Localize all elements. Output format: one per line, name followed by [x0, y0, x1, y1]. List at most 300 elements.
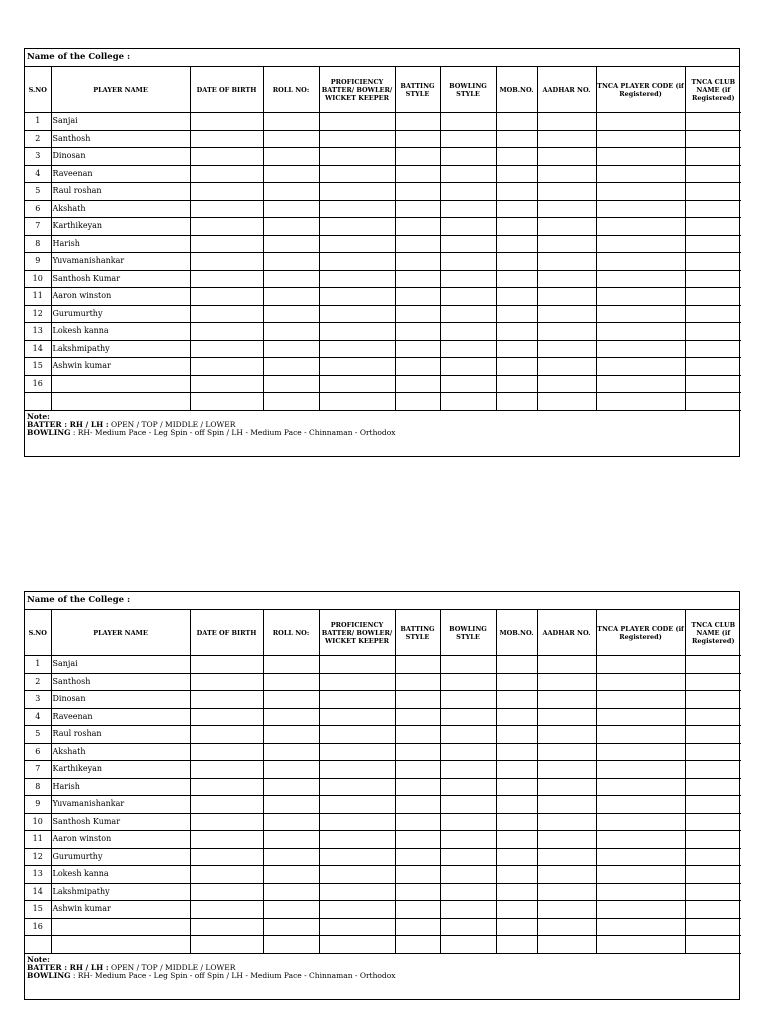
- tnca-code-cell[interactable]: [596, 778, 685, 796]
- aadhar-no-cell[interactable]: [537, 691, 596, 709]
- tnca-club-cell[interactable]: [685, 200, 741, 218]
- bowling-style-cell[interactable]: [440, 743, 496, 761]
- roll-no-cell[interactable]: [263, 726, 319, 744]
- player-name-cell[interactable]: Yuvamanishankar: [51, 253, 190, 271]
- proficiency-cell[interactable]: [319, 200, 395, 218]
- player-name-cell[interactable]: Lakshmipathy: [51, 883, 190, 901]
- bowling-style-cell[interactable]: [440, 323, 496, 341]
- bowling-style-cell[interactable]: [440, 656, 496, 674]
- roll-no-cell[interactable]: [263, 918, 319, 936]
- mob-no-cell[interactable]: [496, 113, 537, 131]
- bowling-style-cell[interactable]: [440, 918, 496, 936]
- tnca-code-cell[interactable]: [596, 848, 685, 866]
- mob-no-cell[interactable]: [496, 813, 537, 831]
- player-name-cell[interactable]: Raul roshan: [51, 183, 190, 201]
- batting-style-cell[interactable]: [395, 218, 440, 236]
- player-name-cell[interactable]: Gurumurthy: [51, 305, 190, 323]
- tnca-code-cell[interactable]: [596, 796, 685, 814]
- bowling-style-cell[interactable]: [440, 393, 496, 411]
- bowling-style-cell[interactable]: [440, 708, 496, 726]
- batting-style-cell[interactable]: [395, 761, 440, 779]
- batting-style-cell[interactable]: [395, 866, 440, 884]
- dob-cell[interactable]: [190, 656, 263, 674]
- roll-no-cell[interactable]: [263, 813, 319, 831]
- dob-cell[interactable]: [190, 673, 263, 691]
- proficiency-cell[interactable]: [319, 375, 395, 393]
- mob-no-cell[interactable]: [496, 375, 537, 393]
- mob-no-cell[interactable]: [496, 288, 537, 306]
- bowling-style-cell[interactable]: [440, 235, 496, 253]
- roll-no-cell[interactable]: [263, 866, 319, 884]
- aadhar-no-cell[interactable]: [537, 813, 596, 831]
- bowling-style-cell[interactable]: [440, 270, 496, 288]
- proficiency-cell[interactable]: [319, 761, 395, 779]
- tnca-code-cell[interactable]: [596, 183, 685, 201]
- tnca-club-cell[interactable]: [685, 270, 741, 288]
- tnca-club-cell[interactable]: [685, 218, 741, 236]
- roll-no-cell[interactable]: [263, 358, 319, 376]
- proficiency-cell[interactable]: [319, 813, 395, 831]
- proficiency-cell[interactable]: [319, 235, 395, 253]
- dob-cell[interactable]: [190, 270, 263, 288]
- dob-cell[interactable]: [190, 218, 263, 236]
- aadhar-no-cell[interactable]: [537, 148, 596, 166]
- aadhar-no-cell[interactable]: [537, 901, 596, 919]
- tnca-club-cell[interactable]: [685, 235, 741, 253]
- batting-style-cell[interactable]: [395, 691, 440, 709]
- dob-cell[interactable]: [190, 113, 263, 131]
- player-name-cell[interactable]: Aaron winston: [51, 288, 190, 306]
- bowling-style-cell[interactable]: [440, 200, 496, 218]
- player-name-cell[interactable]: Gurumurthy: [51, 848, 190, 866]
- tnca-code-cell[interactable]: [596, 270, 685, 288]
- mob-no-cell[interactable]: [496, 165, 537, 183]
- aadhar-no-cell[interactable]: [537, 656, 596, 674]
- batting-style-cell[interactable]: [395, 235, 440, 253]
- proficiency-cell[interactable]: [319, 253, 395, 271]
- bowling-style-cell[interactable]: [440, 726, 496, 744]
- roll-no-cell[interactable]: [263, 235, 319, 253]
- roll-no-cell[interactable]: [263, 183, 319, 201]
- dob-cell[interactable]: [190, 130, 263, 148]
- bowling-style-cell[interactable]: [440, 673, 496, 691]
- bowling-style-cell[interactable]: [440, 778, 496, 796]
- player-name-cell[interactable]: Raveenan: [51, 708, 190, 726]
- dob-cell[interactable]: [190, 831, 263, 849]
- tnca-code-cell[interactable]: [596, 218, 685, 236]
- proficiency-cell[interactable]: [319, 743, 395, 761]
- dob-cell[interactable]: [190, 358, 263, 376]
- dob-cell[interactable]: [190, 200, 263, 218]
- roll-no-cell[interactable]: [263, 796, 319, 814]
- roll-no-cell[interactable]: [263, 130, 319, 148]
- proficiency-cell[interactable]: [319, 691, 395, 709]
- batting-style-cell[interactable]: [395, 305, 440, 323]
- aadhar-no-cell[interactable]: [537, 183, 596, 201]
- tnca-club-cell[interactable]: [685, 323, 741, 341]
- aadhar-no-cell[interactable]: [537, 323, 596, 341]
- dob-cell[interactable]: [190, 691, 263, 709]
- dob-cell[interactable]: [190, 148, 263, 166]
- mob-no-cell[interactable]: [496, 340, 537, 358]
- mob-no-cell[interactable]: [496, 901, 537, 919]
- aadhar-no-cell[interactable]: [537, 340, 596, 358]
- player-name-cell[interactable]: Dinosan: [51, 691, 190, 709]
- player-name-cell[interactable]: Karthikeyan: [51, 761, 190, 779]
- dob-cell[interactable]: [190, 761, 263, 779]
- bowling-style-cell[interactable]: [440, 130, 496, 148]
- aadhar-no-cell[interactable]: [537, 831, 596, 849]
- proficiency-cell[interactable]: [319, 323, 395, 341]
- dob-cell[interactable]: [190, 936, 263, 954]
- batting-style-cell[interactable]: [395, 726, 440, 744]
- bowling-style-cell[interactable]: [440, 340, 496, 358]
- bowling-style-cell[interactable]: [440, 288, 496, 306]
- roll-no-cell[interactable]: [263, 288, 319, 306]
- roll-no-cell[interactable]: [263, 218, 319, 236]
- proficiency-cell[interactable]: [319, 148, 395, 166]
- aadhar-no-cell[interactable]: [537, 358, 596, 376]
- tnca-code-cell[interactable]: [596, 901, 685, 919]
- player-name-cell[interactable]: Aaron winston: [51, 831, 190, 849]
- batting-style-cell[interactable]: [395, 656, 440, 674]
- tnca-club-cell[interactable]: [685, 726, 741, 744]
- roll-no-cell[interactable]: [263, 113, 319, 131]
- tnca-club-cell[interactable]: [685, 305, 741, 323]
- tnca-club-cell[interactable]: [685, 743, 741, 761]
- batting-style-cell[interactable]: [395, 148, 440, 166]
- tnca-club-cell[interactable]: [685, 901, 741, 919]
- aadhar-no-cell[interactable]: [537, 743, 596, 761]
- aadhar-no-cell[interactable]: [537, 761, 596, 779]
- aadhar-no-cell[interactable]: [537, 235, 596, 253]
- proficiency-cell[interactable]: [319, 778, 395, 796]
- roll-no-cell[interactable]: [263, 778, 319, 796]
- tnca-club-cell[interactable]: [685, 375, 741, 393]
- dob-cell[interactable]: [190, 288, 263, 306]
- aadhar-no-cell[interactable]: [537, 673, 596, 691]
- tnca-club-cell[interactable]: [685, 165, 741, 183]
- tnca-club-cell[interactable]: [685, 183, 741, 201]
- aadhar-no-cell[interactable]: [537, 866, 596, 884]
- bowling-style-cell[interactable]: [440, 848, 496, 866]
- dob-cell[interactable]: [190, 708, 263, 726]
- proficiency-cell[interactable]: [319, 726, 395, 744]
- roll-no-cell[interactable]: [263, 848, 319, 866]
- bowling-style-cell[interactable]: [440, 253, 496, 271]
- dob-cell[interactable]: [190, 183, 263, 201]
- batting-style-cell[interactable]: [395, 848, 440, 866]
- tnca-club-cell[interactable]: [685, 130, 741, 148]
- tnca-code-cell[interactable]: [596, 253, 685, 271]
- player-name-cell[interactable]: Akshath: [51, 200, 190, 218]
- batting-style-cell[interactable]: [395, 253, 440, 271]
- aadhar-no-cell[interactable]: [537, 165, 596, 183]
- tnca-code-cell[interactable]: [596, 165, 685, 183]
- aadhar-no-cell[interactable]: [537, 270, 596, 288]
- proficiency-cell[interactable]: [319, 130, 395, 148]
- aadhar-no-cell[interactable]: [537, 218, 596, 236]
- roll-no-cell[interactable]: [263, 901, 319, 919]
- proficiency-cell[interactable]: [319, 358, 395, 376]
- dob-cell[interactable]: [190, 796, 263, 814]
- tnca-club-cell[interactable]: [685, 253, 741, 271]
- mob-no-cell[interactable]: [496, 656, 537, 674]
- tnca-code-cell[interactable]: [596, 130, 685, 148]
- tnca-code-cell[interactable]: [596, 673, 685, 691]
- dob-cell[interactable]: [190, 901, 263, 919]
- tnca-code-cell[interactable]: [596, 323, 685, 341]
- batting-style-cell[interactable]: [395, 831, 440, 849]
- tnca-club-cell[interactable]: [685, 761, 741, 779]
- player-name-cell[interactable]: Lokesh kanna: [51, 866, 190, 884]
- player-name-cell[interactable]: Sanjai: [51, 656, 190, 674]
- dob-cell[interactable]: [190, 778, 263, 796]
- tnca-code-cell[interactable]: [596, 918, 685, 936]
- tnca-code-cell[interactable]: [596, 113, 685, 131]
- tnca-code-cell[interactable]: [596, 813, 685, 831]
- batting-style-cell[interactable]: [395, 288, 440, 306]
- tnca-club-cell[interactable]: [685, 883, 741, 901]
- bowling-style-cell[interactable]: [440, 831, 496, 849]
- tnca-code-cell[interactable]: [596, 288, 685, 306]
- proficiency-cell[interactable]: [319, 113, 395, 131]
- dob-cell[interactable]: [190, 726, 263, 744]
- tnca-code-cell[interactable]: [596, 761, 685, 779]
- batting-style-cell[interactable]: [395, 358, 440, 376]
- mob-no-cell[interactable]: [496, 708, 537, 726]
- tnca-code-cell[interactable]: [596, 393, 685, 411]
- proficiency-cell[interactable]: [319, 288, 395, 306]
- tnca-club-cell[interactable]: [685, 778, 741, 796]
- proficiency-cell[interactable]: [319, 901, 395, 919]
- bowling-style-cell[interactable]: [440, 866, 496, 884]
- player-name-cell[interactable]: [51, 375, 190, 393]
- mob-no-cell[interactable]: [496, 831, 537, 849]
- mob-no-cell[interactable]: [496, 235, 537, 253]
- tnca-code-cell[interactable]: [596, 358, 685, 376]
- aadhar-no-cell[interactable]: [537, 778, 596, 796]
- roll-no-cell[interactable]: [263, 656, 319, 674]
- batting-style-cell[interactable]: [395, 708, 440, 726]
- mob-no-cell[interactable]: [496, 218, 537, 236]
- tnca-code-cell[interactable]: [596, 340, 685, 358]
- batting-style-cell[interactable]: [395, 936, 440, 954]
- aadhar-no-cell[interactable]: [537, 883, 596, 901]
- mob-no-cell[interactable]: [496, 848, 537, 866]
- roll-no-cell[interactable]: [263, 323, 319, 341]
- dob-cell[interactable]: [190, 165, 263, 183]
- player-name-cell[interactable]: Sanjai: [51, 113, 190, 131]
- proficiency-cell[interactable]: [319, 393, 395, 411]
- roll-no-cell[interactable]: [263, 200, 319, 218]
- roll-no-cell[interactable]: [263, 340, 319, 358]
- batting-style-cell[interactable]: [395, 165, 440, 183]
- roll-no-cell[interactable]: [263, 831, 319, 849]
- tnca-code-cell[interactable]: [596, 656, 685, 674]
- tnca-club-cell[interactable]: [685, 358, 741, 376]
- tnca-club-cell[interactable]: [685, 340, 741, 358]
- tnca-code-cell[interactable]: [596, 200, 685, 218]
- proficiency-cell[interactable]: [319, 883, 395, 901]
- tnca-code-cell[interactable]: [596, 148, 685, 166]
- player-name-cell[interactable]: Raul roshan: [51, 726, 190, 744]
- tnca-club-cell[interactable]: [685, 393, 741, 411]
- batting-style-cell[interactable]: [395, 200, 440, 218]
- mob-no-cell[interactable]: [496, 148, 537, 166]
- roll-no-cell[interactable]: [263, 165, 319, 183]
- mob-no-cell[interactable]: [496, 253, 537, 271]
- roll-no-cell[interactable]: [263, 270, 319, 288]
- tnca-code-cell[interactable]: [596, 708, 685, 726]
- tnca-club-cell[interactable]: [685, 113, 741, 131]
- proficiency-cell[interactable]: [319, 708, 395, 726]
- dob-cell[interactable]: [190, 305, 263, 323]
- player-name-cell[interactable]: Harish: [51, 235, 190, 253]
- proficiency-cell[interactable]: [319, 340, 395, 358]
- player-name-cell[interactable]: Harish: [51, 778, 190, 796]
- player-name-cell[interactable]: Karthikeyan: [51, 218, 190, 236]
- batting-style-cell[interactable]: [395, 673, 440, 691]
- mob-no-cell[interactable]: [496, 305, 537, 323]
- player-name-cell[interactable]: Dinosan: [51, 148, 190, 166]
- tnca-code-cell[interactable]: [596, 726, 685, 744]
- tnca-club-cell[interactable]: [685, 831, 741, 849]
- bowling-style-cell[interactable]: [440, 358, 496, 376]
- aadhar-no-cell[interactable]: [537, 393, 596, 411]
- dob-cell[interactable]: [190, 253, 263, 271]
- batting-style-cell[interactable]: [395, 813, 440, 831]
- tnca-code-cell[interactable]: [596, 866, 685, 884]
- tnca-code-cell[interactable]: [596, 235, 685, 253]
- aadhar-no-cell[interactable]: [537, 708, 596, 726]
- dob-cell[interactable]: [190, 848, 263, 866]
- player-name-cell[interactable]: Santhosh Kumar: [51, 813, 190, 831]
- mob-no-cell[interactable]: [496, 323, 537, 341]
- aadhar-no-cell[interactable]: [537, 253, 596, 271]
- aadhar-no-cell[interactable]: [537, 848, 596, 866]
- proficiency-cell[interactable]: [319, 673, 395, 691]
- roll-no-cell[interactable]: [263, 393, 319, 411]
- player-name-cell[interactable]: Raveenan: [51, 165, 190, 183]
- dob-cell[interactable]: [190, 393, 263, 411]
- batting-style-cell[interactable]: [395, 901, 440, 919]
- mob-no-cell[interactable]: [496, 726, 537, 744]
- tnca-code-cell[interactable]: [596, 743, 685, 761]
- batting-style-cell[interactable]: [395, 883, 440, 901]
- mob-no-cell[interactable]: [496, 130, 537, 148]
- player-name-cell[interactable]: Yuvamanishankar: [51, 796, 190, 814]
- dob-cell[interactable]: [190, 866, 263, 884]
- aadhar-no-cell[interactable]: [537, 936, 596, 954]
- tnca-code-cell[interactable]: [596, 831, 685, 849]
- player-name-cell[interactable]: [51, 393, 190, 411]
- proficiency-cell[interactable]: [319, 305, 395, 323]
- tnca-code-cell[interactable]: [596, 305, 685, 323]
- player-name-cell[interactable]: Santhosh Kumar: [51, 270, 190, 288]
- batting-style-cell[interactable]: [395, 270, 440, 288]
- player-name-cell[interactable]: Santhosh: [51, 130, 190, 148]
- bowling-style-cell[interactable]: [440, 761, 496, 779]
- player-name-cell[interactable]: Lokesh kanna: [51, 323, 190, 341]
- mob-no-cell[interactable]: [496, 796, 537, 814]
- proficiency-cell[interactable]: [319, 218, 395, 236]
- tnca-code-cell[interactable]: [596, 883, 685, 901]
- tnca-club-cell[interactable]: [685, 691, 741, 709]
- dob-cell[interactable]: [190, 375, 263, 393]
- mob-no-cell[interactable]: [496, 778, 537, 796]
- tnca-club-cell[interactable]: [685, 288, 741, 306]
- roll-no-cell[interactable]: [263, 253, 319, 271]
- dob-cell[interactable]: [190, 743, 263, 761]
- bowling-style-cell[interactable]: [440, 165, 496, 183]
- roll-no-cell[interactable]: [263, 743, 319, 761]
- mob-no-cell[interactable]: [496, 743, 537, 761]
- proficiency-cell[interactable]: [319, 270, 395, 288]
- proficiency-cell[interactable]: [319, 183, 395, 201]
- mob-no-cell[interactable]: [496, 200, 537, 218]
- aadhar-no-cell[interactable]: [537, 113, 596, 131]
- tnca-club-cell[interactable]: [685, 148, 741, 166]
- tnca-club-cell[interactable]: [685, 918, 741, 936]
- tnca-club-cell[interactable]: [685, 708, 741, 726]
- proficiency-cell[interactable]: [319, 918, 395, 936]
- mob-no-cell[interactable]: [496, 918, 537, 936]
- bowling-style-cell[interactable]: [440, 883, 496, 901]
- batting-style-cell[interactable]: [395, 375, 440, 393]
- proficiency-cell[interactable]: [319, 656, 395, 674]
- dob-cell[interactable]: [190, 340, 263, 358]
- bowling-style-cell[interactable]: [440, 148, 496, 166]
- batting-style-cell[interactable]: [395, 778, 440, 796]
- player-name-cell[interactable]: Ashwin kumar: [51, 901, 190, 919]
- mob-no-cell[interactable]: [496, 936, 537, 954]
- bowling-style-cell[interactable]: [440, 901, 496, 919]
- proficiency-cell[interactable]: [319, 831, 395, 849]
- tnca-club-cell[interactable]: [685, 656, 741, 674]
- tnca-club-cell[interactable]: [685, 866, 741, 884]
- roll-no-cell[interactable]: [263, 883, 319, 901]
- roll-no-cell[interactable]: [263, 375, 319, 393]
- mob-no-cell[interactable]: [496, 393, 537, 411]
- roll-no-cell[interactable]: [263, 148, 319, 166]
- batting-style-cell[interactable]: [395, 183, 440, 201]
- dob-cell[interactable]: [190, 883, 263, 901]
- proficiency-cell[interactable]: [319, 796, 395, 814]
- batting-style-cell[interactable]: [395, 340, 440, 358]
- roll-no-cell[interactable]: [263, 305, 319, 323]
- dob-cell[interactable]: [190, 323, 263, 341]
- player-name-cell[interactable]: [51, 936, 190, 954]
- mob-no-cell[interactable]: [496, 691, 537, 709]
- batting-style-cell[interactable]: [395, 393, 440, 411]
- tnca-club-cell[interactable]: [685, 936, 741, 954]
- bowling-style-cell[interactable]: [440, 113, 496, 131]
- roll-no-cell[interactable]: [263, 761, 319, 779]
- bowling-style-cell[interactable]: [440, 218, 496, 236]
- dob-cell[interactable]: [190, 918, 263, 936]
- bowling-style-cell[interactable]: [440, 375, 496, 393]
- proficiency-cell[interactable]: [319, 165, 395, 183]
- player-name-cell[interactable]: [51, 918, 190, 936]
- aadhar-no-cell[interactable]: [537, 796, 596, 814]
- aadhar-no-cell[interactable]: [537, 200, 596, 218]
- tnca-code-cell[interactable]: [596, 375, 685, 393]
- batting-style-cell[interactable]: [395, 743, 440, 761]
- proficiency-cell[interactable]: [319, 936, 395, 954]
- roll-no-cell[interactable]: [263, 936, 319, 954]
- tnca-club-cell[interactable]: [685, 673, 741, 691]
